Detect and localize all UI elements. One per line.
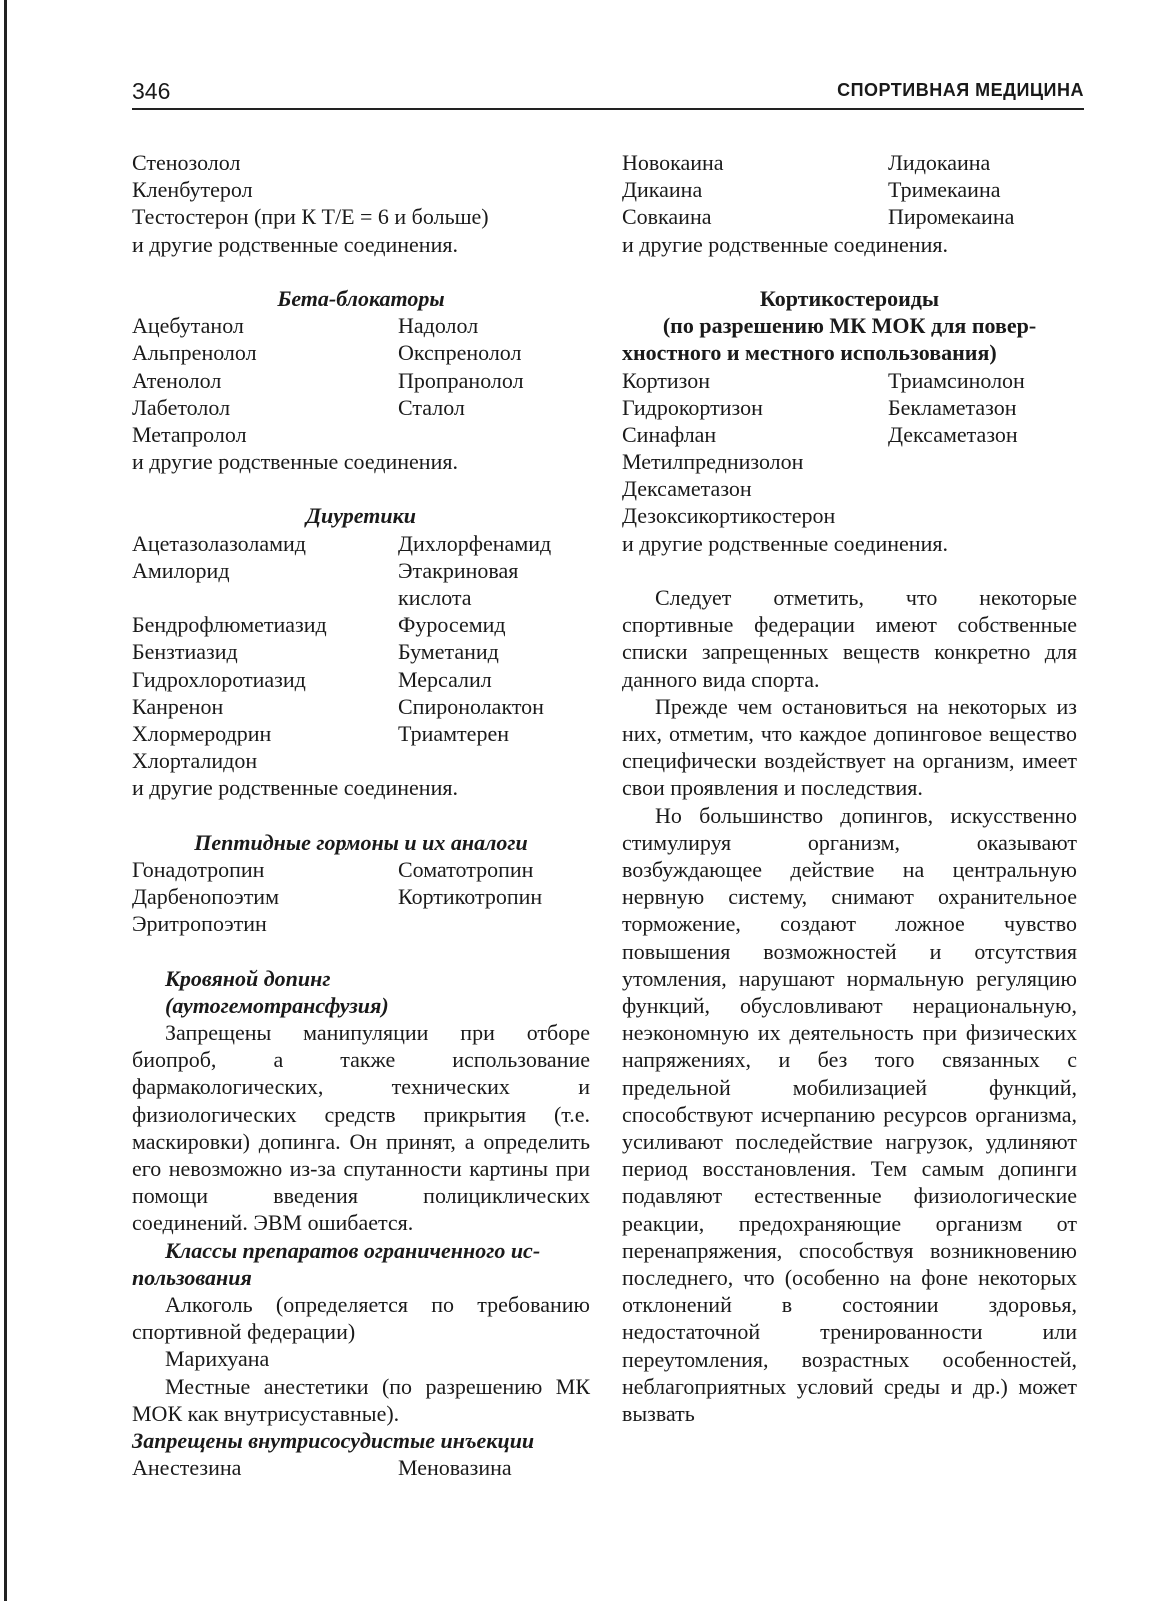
list-item: Триамтерен [398, 720, 509, 746]
list-row [622, 176, 1077, 203]
list-item: Дезоксикортикостерон [622, 503, 836, 529]
list-item: Анестезина [132, 1455, 242, 1481]
list-item: Мерсалил [398, 666, 492, 692]
list-item: Кленбутерол [132, 177, 253, 203]
list-item: Сталол [398, 394, 465, 420]
header-rule [132, 108, 1084, 110]
list-item: Фуросемид [398, 612, 506, 638]
list-item: кислота [398, 585, 472, 610]
list-item [398, 747, 590, 774]
section-title-injections: Запрещены внутрисосудистые инъекции [132, 1428, 535, 1453]
list-row [132, 584, 590, 611]
list-item: Метилпреднизолон [622, 449, 804, 475]
list-item: Буметанид [398, 639, 499, 665]
section-title-restricted-cont: пользования [132, 1264, 252, 1290]
paragraph-alcohol: Алкоголь (определяется по требованию спортивной федерации) [132, 1292, 590, 1345]
list-item: Лабетолол [132, 394, 231, 420]
scan-edge [4, 0, 7, 1601]
list-row [622, 149, 1077, 176]
list-item [132, 584, 398, 611]
list-item: и другие родственные соединения. [132, 449, 458, 475]
paragraph-3: Но большинство допингов, искусственно стимулируя организм, оказывают возбуждающее действие на центральную нервную систему, снимают охранительное торможение, создают ложное чувство повышения возможностей и отсутствия утомления, нарушают нормальную регуляцию функций, обусловливают нерациональную, неэкономную их деятельность при физических напряжениях, и без того связанных с предельной мобилизацией функций, способствуют исчерпанию ресурсов организма, усиливают последействие нагрузок, удлиняют период восстановления. Тем самым допинги подавляют естественные физиологические реакции, предохраняющие организм от перенапряжения, способствуя возникновению последнего, что (особенно на фоне некоторых отклонений в состоянии здоровья, недостаточной тренированности или переутомления, возрастных особенностей, неблагоприятных условий среды и др.) может вызвать [622, 802, 1077, 1427]
list-item [398, 910, 590, 937]
list-item: Лидокаина [888, 150, 991, 175]
list-item: Хлормеродрин [132, 720, 272, 746]
list-row [132, 367, 590, 394]
list-item: Дексаметазон [622, 476, 752, 502]
list-item: Этакриновая [398, 557, 519, 583]
list-item: Дарбенопоэтим [132, 884, 280, 910]
list-item: Амилорид [132, 557, 230, 583]
section-title-beta-blockers: Бета-блокаторы [277, 285, 445, 311]
list-row [132, 693, 590, 720]
list-row [622, 394, 1077, 421]
list-row [132, 557, 590, 584]
left-column [132, 149, 590, 1481]
list-item: Марихуана [165, 1346, 270, 1372]
list-item: Ацебутанол [132, 313, 244, 339]
list-item: Бензтиазид [132, 639, 238, 665]
list-row [132, 856, 590, 883]
list-item: Кортикотропин [398, 884, 543, 910]
list-row [132, 747, 590, 774]
list-item: Хлорталидон [132, 748, 258, 774]
list-row [622, 203, 1077, 230]
list-item: Тестостерон (при К Т/Е = 6 и больше) [132, 204, 489, 230]
list-item: Меновазина [398, 1455, 512, 1481]
section-subtitle-corticosteroids: (по разрешению МК МОК для повер- [662, 313, 1037, 339]
paragraph-blood-doping: Запрещены манипуляции при отборе биопроб, а также использование фармакологических, технических и физиологических средств прикрытия (т.е. маскировки) допинга. Он принят, а определить его невозможно из-за спутанности картины при помощи введения полициклических соединений. ЭВМ ошибается. [132, 1020, 590, 1236]
list-row [132, 720, 590, 747]
list-item: Эритропоэтин [132, 911, 267, 937]
list-item: Гонадотропин [132, 856, 265, 882]
list-item [398, 421, 590, 448]
list-row [132, 1454, 590, 1481]
list-row [132, 339, 590, 366]
list-row [132, 611, 590, 638]
list-row [132, 394, 590, 421]
section-subtitle-blood-doping: (аутогемотрансфузия) [165, 992, 389, 1018]
paragraph-1: Следует отметить, что некоторые спортивные федерации имеют собственные списки запрещенных веществ конкретно для данного вида спорта. [622, 585, 1077, 692]
list-row [132, 421, 590, 448]
section-subtitle-corticosteroids-cont: хностного и местного использования) [622, 340, 997, 366]
section-title-blood-doping: Кровяной допинг [165, 965, 331, 991]
page-header [132, 78, 1084, 108]
section-title-corticosteroids: Кортикостероиды [759, 285, 940, 311]
list-item: Стенозолол [132, 150, 241, 175]
list-item: Метапролол [132, 421, 247, 447]
list-row [132, 910, 590, 937]
list-item: Тримекаина [888, 177, 1001, 203]
list-item: Гидрокортизон [622, 394, 763, 420]
section-title-diuretics: Диуретики [306, 503, 416, 529]
list-row [622, 367, 1077, 394]
list-item: и другие родственные соединения. [622, 231, 948, 257]
list-item: Дикаина [622, 177, 703, 203]
paragraph-local-anesthetics: Местные анестетики (по разрешению МК МОК как внутрисуставные). [132, 1373, 590, 1426]
list-item: Атенолол [132, 367, 222, 393]
list-row [132, 638, 590, 665]
list-item: Спиронолактон [398, 693, 544, 719]
list-item: Пиромекаина [888, 204, 1015, 230]
list-item: Канренон [132, 693, 224, 719]
list-item: Надолол [398, 313, 479, 339]
list-item: Гидрохлоротиазид [132, 666, 306, 692]
list-item: Ацетазолазоламид [132, 530, 306, 556]
list-row [132, 530, 590, 557]
list-item: Новокаина [622, 150, 724, 175]
list-item: и другие родственные соединения. [622, 530, 948, 556]
list-item: и другие родственные соединения. [132, 231, 458, 257]
list-item: Триамсинолон [888, 367, 1025, 393]
list-row [132, 883, 590, 910]
list-item: Кортизон [622, 367, 711, 393]
running-title: СПОРТИВНАЯ МЕДИЦИНА [837, 80, 1084, 100]
paragraph-2: Прежде чем остановиться на некоторых из них, отметим, что каждое допинговое вещество специфически воздействует на организм, имеет свои проявления и последствия. [622, 693, 1077, 801]
list-row [132, 666, 590, 693]
list-item: Дихлорфенамид [398, 530, 552, 556]
list-item: Альпренолол [132, 340, 257, 366]
list-item: Окспренолол [398, 340, 522, 366]
list-row [132, 312, 590, 339]
list-item: Бекламетазон [888, 394, 1017, 420]
list-item: Дексаметазон [888, 421, 1018, 447]
list-item: Соматотропин [398, 856, 534, 882]
page-number: 346 [132, 78, 171, 104]
list-item: Пропранолол [398, 367, 524, 393]
right-column [622, 149, 1077, 1427]
list-item: и другие родственные соединения. [132, 775, 458, 801]
list-item: Совкаина [622, 204, 712, 230]
section-title-restricted: Классы препаратов ограниченного ис- [165, 1237, 541, 1263]
list-row [622, 421, 1077, 448]
section-title-peptides: Пептидные гормоны и их аналоги [194, 829, 528, 855]
list-item: Синафлан [622, 421, 717, 447]
list-item: Бендрофлюметиазид [132, 612, 327, 638]
